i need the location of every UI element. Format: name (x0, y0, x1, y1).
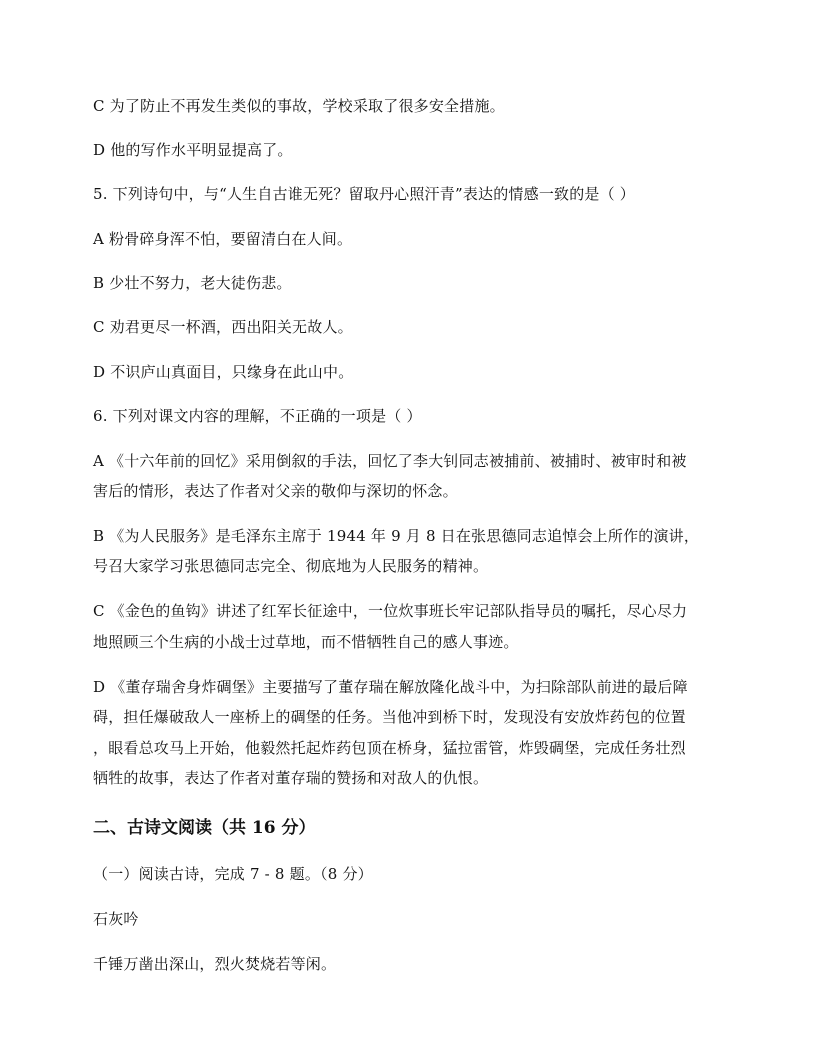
question-5: 5. 下列诗句中，与“人生自古谁无死？留取丹心照汗青”表达的情感一致的是（ ） (93, 185, 635, 203)
option-d-q6-line2: 碍，担任爆破敌人一座桥上的碉堡的任务。当他冲到桥下时，发现没有安放炸药包的位置 (93, 708, 686, 726)
question-6: 6. 下列对课文内容的理解，不正确的一项是（ ） (93, 407, 422, 425)
poem-title: 石灰吟 (93, 910, 139, 928)
option-b-q5: B 少壮不努力，老大徒伤悲。 (93, 274, 292, 292)
section-heading: 二、古诗文阅读（共 16 分） (93, 818, 316, 838)
option-a-q6-line1: A 《十六年前的回忆》采用倒叙的手法，回忆了李大钊同志被捕前、被捕时、被审时和被 (93, 452, 687, 470)
option-d-q6-line3: ，眼看总攻马上开始，他毅然托起炸药包顶在桥身，猛拉雷管，炸毁碉堡，完成任务壮烈 (93, 739, 686, 757)
option-d-q5: D 不识庐山真面目，只缘身在此山中。 (93, 363, 354, 381)
option-b-q6-line1: B 《为人民服务》是毛泽东主席于 1944 年 9 月 8 日在张思德同志追悼会上所作的演讲， (93, 527, 700, 545)
option-c-q4: C 为了防止不再发生类似的事故，学校采取了很多安全措施。 (93, 97, 505, 115)
option-d-q4: D 他的写作水平明显提高了。 (93, 141, 293, 159)
subsection-instruction: （一）阅读古诗，完成 7 - 8 题。（8 分） (93, 865, 373, 883)
option-d-q6-line4: 牺牲的故事，表达了作者对董存瑞的赞扬和对敌人的仇恨。 (93, 769, 489, 787)
option-c-q6-line2: 地照顾三个生病的小战士过草地，而不惜牺牲自己的感人事迹。 (93, 633, 519, 651)
option-c-q6-line1: C 《金色的鱼钩》讲述了红军长征途中，一位炊事班长牢记部队指导员的嘱托，尽心尽力 (93, 602, 688, 620)
option-d-q6-line1: D 《董存瑞舍身炸碉堡》主要描写了董存瑞在解放隆化战斗中，为扫除部队前进的最后障 (93, 678, 688, 696)
poem-line-1: 千锤万凿出深山，烈火焚烧若等闲。 (93, 955, 337, 973)
option-b-q6-line2: 号召大家学习张思德同志完全、彻底地为人民服务的精神。 (93, 557, 489, 575)
option-a-q5: A 粉骨碎身浑不怕，要留清白在人间。 (93, 230, 353, 248)
option-a-q6-line2: 害后的情形，表达了作者对父亲的敬仰与深切的怀念。 (93, 482, 458, 500)
option-c-q5: C 劝君更尽一杯酒，西出阳关无故人。 (93, 318, 353, 336)
